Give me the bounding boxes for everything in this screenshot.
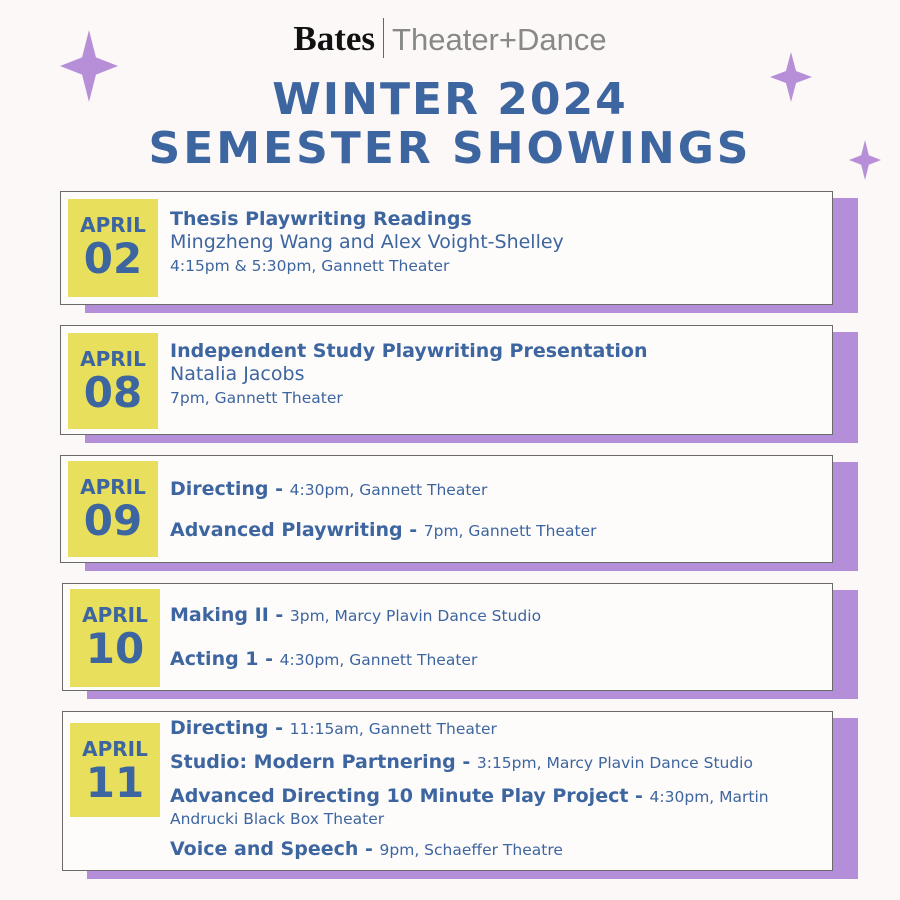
event-title: Thesis Playwriting Readings — [170, 208, 472, 230]
logo-brand: Bates — [293, 19, 376, 58]
item-details: 7pm, Gannett Theater — [423, 522, 597, 540]
day: 08 — [83, 368, 143, 417]
item-name: Studio: Modern Partnering - — [170, 751, 477, 773]
month: APRIL — [82, 603, 148, 627]
event-item — [170, 785, 825, 830]
month: APRIL — [80, 213, 146, 237]
event-card — [60, 191, 833, 305]
day: 11 — [85, 758, 145, 807]
event-item — [170, 838, 825, 861]
day: 10 — [85, 624, 145, 673]
event-card — [62, 583, 833, 691]
item-name: Advanced Playwriting - — [170, 519, 424, 541]
month: APRIL — [82, 737, 148, 761]
event-people: Mingzheng Wang and Alex Voight-Shelley — [170, 231, 564, 253]
logo-divider — [383, 18, 384, 58]
item-name: Acting 1 - — [170, 648, 280, 670]
month: APRIL — [80, 475, 146, 499]
event-card — [60, 455, 833, 563]
event-item — [170, 519, 823, 542]
date-badge — [70, 723, 160, 817]
logo-dept: Theater+Dance — [392, 22, 607, 57]
event-item — [170, 648, 823, 671]
date-badge — [68, 333, 158, 429]
date-badge — [68, 199, 158, 297]
item-name: Directing - — [170, 717, 290, 739]
event-card — [60, 325, 833, 435]
event-card — [62, 711, 833, 871]
event-title: Independent Study Playwriting Presentation — [170, 340, 648, 362]
month: APRIL — [80, 347, 146, 371]
bates-logo — [0, 18, 900, 59]
item-details: 11:15am, Gannett Theater — [289, 720, 497, 738]
event-item — [170, 604, 823, 627]
event-item — [170, 478, 823, 501]
item-name: Voice and Speech - — [170, 838, 380, 860]
item-name: Advanced Directing 10 Minute Play Project - — [170, 785, 650, 807]
item-details: 4:30pm, Gannett Theater — [289, 481, 488, 499]
event-people: Natalia Jacobs — [170, 363, 305, 385]
date-badge — [70, 589, 160, 687]
event-item — [170, 751, 825, 774]
day: 09 — [83, 496, 143, 545]
item-details: 3pm, Marcy Plavin Dance Studio — [289, 607, 542, 625]
item-details: 4:30pm, Gannett Theater — [279, 651, 478, 669]
event-details: 4:15pm & 5:30pm, Gannett Theater — [170, 257, 450, 275]
item-details: 4:30pm, Martin Andrucki Black Box Theater — [170, 788, 769, 828]
event-details: 7pm, Gannett Theater — [170, 389, 343, 407]
poster-title-line2: SEMESTER SHOWINGS — [148, 123, 752, 174]
item-details: 9pm, Schaeffer Theatre — [379, 841, 563, 859]
item-details: 3:15pm, Marcy Plavin Dance Studio — [476, 754, 753, 772]
event-item — [170, 717, 825, 740]
item-name: Directing - — [170, 478, 290, 500]
item-name: Making II - — [170, 604, 290, 626]
day: 02 — [83, 234, 143, 283]
date-badge — [68, 461, 158, 557]
poster-title-line1: WINTER 2024 — [272, 74, 628, 125]
